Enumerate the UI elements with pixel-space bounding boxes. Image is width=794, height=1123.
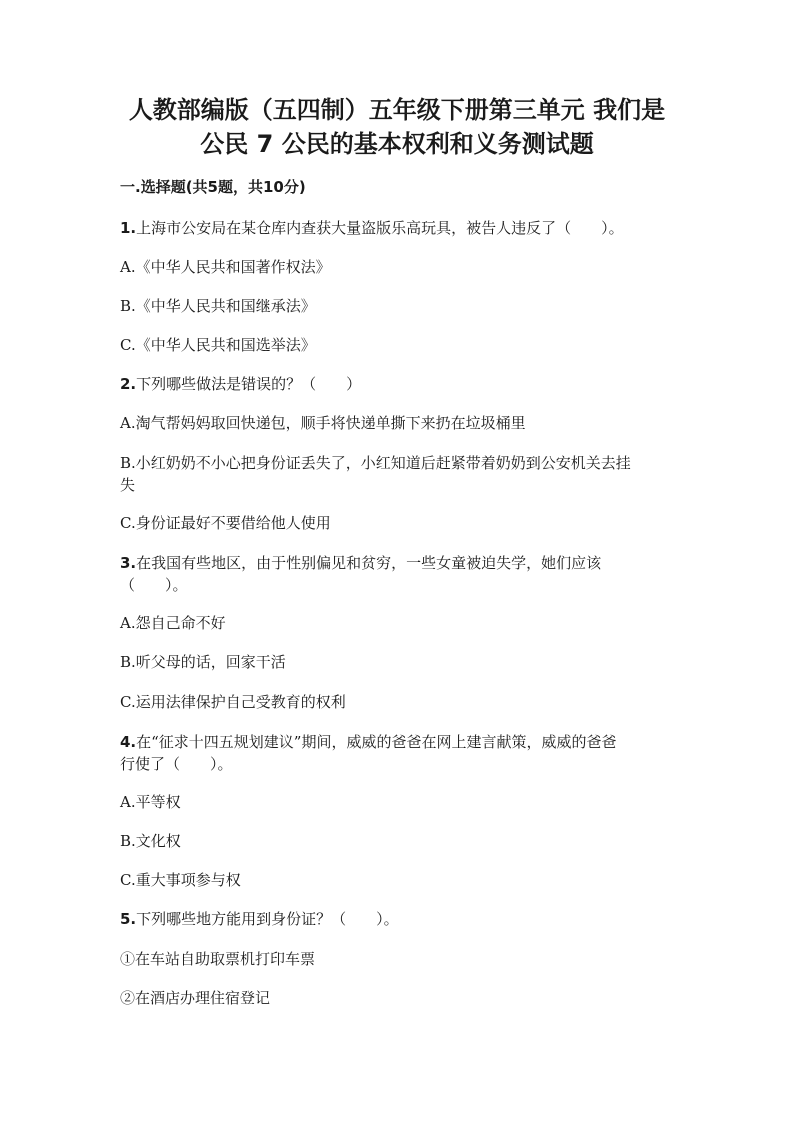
question-1-option-a: A.《中华人民共和国著作权法》 (120, 258, 331, 276)
question-1-option-b: B.《中华人民共和国继承法》 (120, 297, 316, 315)
question-2-option-a: A.淘气帮妈妈取回快递包，顺手将快递单撕下来扔在垃圾桶里 (120, 414, 526, 432)
question-4-stem-cont: 行使了（ ）。 (120, 755, 233, 773)
question-number: 5. (120, 910, 137, 928)
question-5-option-1: ①在车站自助取票机打印车票 (120, 950, 316, 968)
question-number: 1. (120, 219, 137, 237)
question-5-stem (120, 909, 680, 929)
question-number: 2. (120, 375, 137, 393)
question-text: 上海市公安局在某仓库内查获大量盗版乐高玩具，被告人违反了（ ）。 (136, 219, 624, 237)
question-number: 4. (120, 733, 137, 751)
question-4-option-a: A.平等权 (120, 793, 181, 811)
question-1-stem (120, 218, 680, 238)
document-title-line2: 公民 7 公民的基本权利和义务测试题 (200, 130, 594, 158)
question-4-option-c: C.重大事项参与权 (120, 871, 241, 889)
question-3-option-c: C.运用法律保护自己受教育的权利 (120, 693, 346, 711)
document-title-line1: 人教部编版（五四制）五年级下册第三单元 我们是 (128, 96, 666, 124)
question-text: 下列哪些做法是错误的？（ ） (136, 375, 362, 393)
question-text: 在我国有些地区，由于性别偏见和贫穷，一些女童被迫失学，她们应该 (136, 554, 602, 572)
question-2-option-c: C.身份证最好不要借给他人使用 (120, 514, 331, 532)
question-2-option-b: B.小红奶奶不小心把身份证丢失了，小红知道后赶紧带着奶奶到公安机关去挂 (120, 454, 631, 472)
question-2-stem (120, 374, 680, 394)
question-2-option-b-cont: 失 (120, 476, 136, 494)
question-1-option-c: C.《中华人民共和国选举法》 (120, 336, 316, 354)
question-3-option-b: B.听父母的话，回家干活 (120, 653, 286, 671)
question-5-option-2: ②在酒店办理住宿登记 (120, 989, 271, 1007)
question-number: 3. (120, 554, 137, 572)
question-3-stem (120, 553, 680, 573)
question-4-stem (120, 732, 680, 752)
question-text: 下列哪些地方能用到身份证？（ ）。 (136, 910, 399, 928)
question-3-stem-cont: （ ）。 (120, 576, 188, 594)
section-heading: 一.选择题(共5题，共10分) (120, 178, 306, 196)
question-text: 在“征求十四五规划建议”期间，威威的爸爸在网上建言献策，威威的爸爸 (136, 733, 617, 751)
question-4-option-b: B.文化权 (120, 832, 181, 850)
question-3-option-a: A.怨自己命不好 (120, 614, 226, 632)
